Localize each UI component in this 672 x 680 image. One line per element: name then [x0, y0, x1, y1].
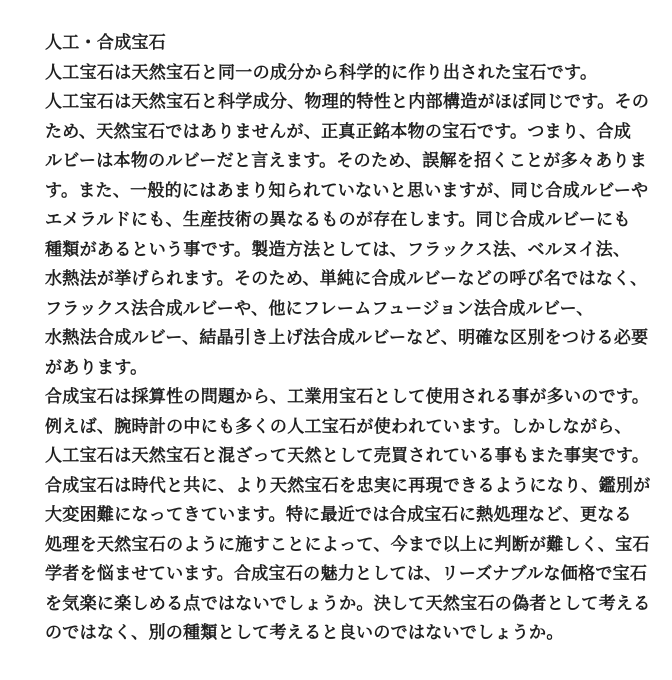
- text-line: 水熱法合成ルビー、結晶引き上げ法合成ルビーなど、明確な区別をつける必要: [45, 328, 649, 348]
- text-line: 人工宝石は天然宝石と科学成分、物理的特性と内部構造がほぼ同じです。その: [45, 92, 650, 112]
- text-line: フラックス法合成ルビーや、他にフレームフュージョン法合成ルビー、: [45, 298, 594, 319]
- text-line: 合成宝石は採算性の問題から、工業用宝石として使用される事が多いのです。: [45, 387, 650, 407]
- text-line: 人工宝石は天然宝石と混ざって天然として売買されている事もまた事実です。: [45, 446, 650, 466]
- paragraph-synthetic-gem-intro: [45, 59, 652, 384]
- text-line: 種類があるという事です。製造方法としては、フラックス法、ベルヌイ法、: [45, 239, 631, 260]
- text-line: エメラルドにも、生産技術の異なるものが存在します。同じ合成ルビーにも: [45, 210, 631, 230]
- text-line: 処理を天然宝石のように施すことによって、今まで以上に判断が難しく、宝石: [45, 534, 650, 555]
- text-line: ため、天然宝石ではありませんが、正真正銘本物の宝石です。つまり、合成: [45, 121, 632, 142]
- text-line: 合成宝石は時代と共に、より天然宝石を忠実に再現できるようになり、鑑別が: [45, 475, 651, 496]
- text-line: 大変困難になってきています。特に最近では合成宝石に熱処理など、更なる: [45, 505, 632, 525]
- text-line: 人工宝石は天然宝石と同一の成分から科学的に作り出された宝石です。: [45, 62, 598, 83]
- text-line: を気楽に楽しめる点ではないでしょうか。決して天然宝石の偽者として考える: [45, 593, 651, 614]
- paragraph-synthetic-gem-usage: [45, 383, 652, 649]
- text-line: 学者を悩ませています。合成宝石の魅力としては、リーズナブルな価格で宝石: [45, 564, 648, 584]
- text-line: ルビーは本物のルビーだと言えます。そのため、誤解を招くことが多々ありま: [45, 151, 648, 171]
- text-line: があります。: [45, 357, 148, 378]
- document-heading: 人工・合成宝石: [45, 33, 167, 53]
- text-line: 水熱法が挙げられます。そのため、単純に合成ルビーなどの呼び名ではなく、: [45, 269, 648, 289]
- text-line: 例えば、腕時計の中にも多くの人工宝石が使われています。しかしながら、: [45, 416, 632, 437]
- text-line: のではなく、別の種類として考えると良いのではないでしょうか。: [45, 623, 564, 643]
- text-line: す。また、一般的にはあまり知られていないと思いますが、同じ合成ルビーや: [45, 180, 649, 201]
